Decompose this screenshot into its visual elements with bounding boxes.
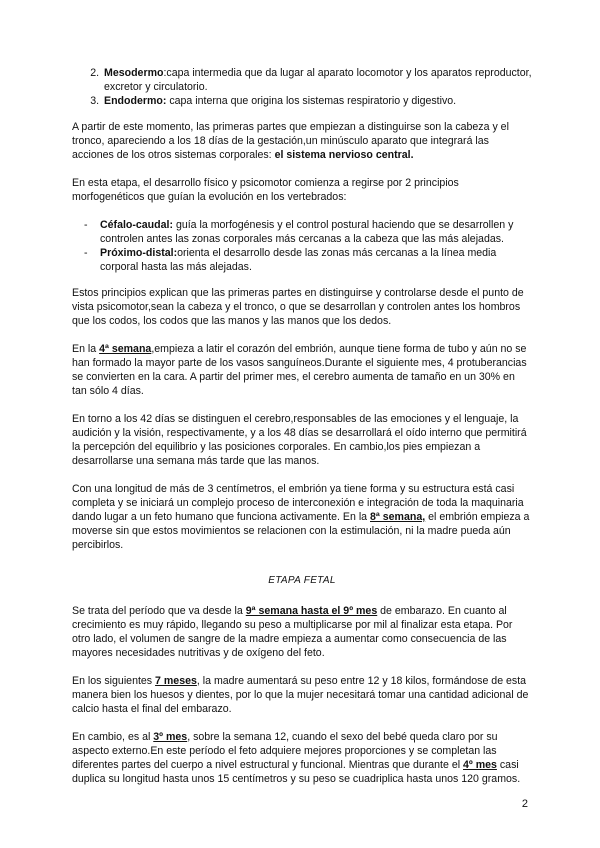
list-item: 3. Endodermo: capa interna que origina los sistemas respiratorio y digestivo. [102, 94, 532, 108]
paragraph: Estos principios explican que las primeras partes en distinguirse y controlarse desde el punto de vista psicomotor,sean la cabeza y el tronco, o que se desarrollan y controlen antes los hombros que los codos, los codos que las manos y las manos que los dedos. [72, 287, 524, 327]
list-item: 2. Mesodermo:capa intermedia que da lugar al aparato locomotor y los aparatos reproductor, excretor y circulatorio. [102, 66, 532, 94]
paragraph: A partir de este momento, las primeras partes que empiezan a distinguirse son la cabeza y el tronco, apareciendo a los 18 días de la gestación,un minúsculo aparato que integrará las acciones de los otros sistemas corporales: el sistema nervioso central. [72, 121, 509, 161]
paragraph: Se trata del período que va desde la 9ª semana hasta el 9º mes de embarazo. En cuanto al crecimiento es muy rápido, llegando su peso a multiplicarse por mil al finalizar esta etapa. Por otro lado, el volumen de sangre de la madre empieza a aumentar como consecuencia de las mayores necesidades nutritivas y de oxígeno del feto. [72, 605, 513, 659]
list-item: - Próximo-distal:orienta el desarrollo desde las zonas más cercanas a la línea media corporal hasta las más alejadas. [98, 246, 532, 274]
page-number: 2 [521, 798, 528, 810]
paragraph: En los siguientes 7 meses, la madre aumentará su peso entre 12 y 18 kilos, formándose de esta manera bien los huesos y dientes, por lo que la mujer necesitará tomar una cantidad adicional de calcio hasta el final del embarazo. [72, 675, 529, 715]
list-item: - Céfalo-caudal: guía la morfogénesis y el control postural haciendo que se desarrollen y controlen antes las zonas corporales más cercanas a la cabeza que las más alejadas. [98, 218, 532, 246]
paragraph: En la 4ª semana,empieza a latir el corazón del embrión, aunque tiene forma de tubo y aún no se han formado la mayor parte de los vasos sanguíneos.Durante el siguiente mes, 4 protuberancias se convierten en la cara. A partir del primer mes, el cerebro aumenta de tamaño en un 30% en tan sólo 4 días. [72, 343, 527, 397]
paragraph: Con una longitud de más de 3 centímetros, el embrión ya tiene forma y su estructura está casi completa y se iniciará un complejo proceso de interconexión e integración de toda la maquinaria dando lugar a un feto humano que funciona activamente. En la 8ª semana, el embrión empieza a moverse sin que estos movimientos se relacionen con la estimulación, ni la madre pueda aún percibirlos. [72, 483, 530, 551]
paragraph: En esta etapa, el desarrollo físico y psicomotor comienza a regirse por 2 principios morfogenéticos que guían la evolución en los vertebrados: [72, 177, 459, 203]
paragraph: En torno a los 42 días se distinguen el cerebro,responsables de las emociones y el lenguaje, la audición y la visión, respectivamente, y a los 48 días se desarrollará el oído interno que permitirá la percepción del equilibrio y las posiciones corporales. En cambio,los pies empiezan a desarrollarse una semana más tarde que las manos. [72, 413, 527, 467]
paragraph: En cambio, es al 3º mes, sobre la semana 12, cuando el sexo del bebé queda claro por su aspecto externo.En este período el feto adquiere mejores proporciones y se completan las diferentes partes del cuerpo a nivel estructural y funcional. Mientras que durante el 4º mes casi duplica su longitud hasta unos 15 centímetros y su peso se cuadriplica hasta unos 120 gramos. [72, 731, 521, 785]
document-page [72, 66, 532, 800]
germ-layer-list [72, 66, 532, 108]
section-heading: ETAPA FETAL [268, 575, 336, 586]
principles-list [72, 218, 532, 274]
